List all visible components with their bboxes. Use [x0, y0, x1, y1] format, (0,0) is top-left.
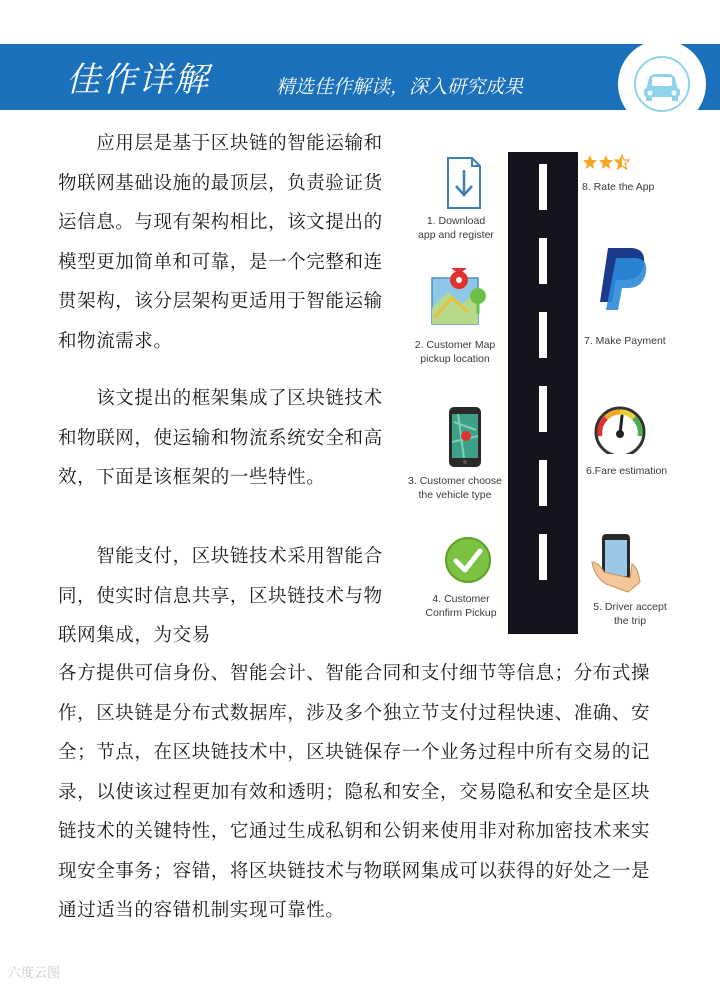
step-label: 4. Customer Confirm Pickup [425, 593, 497, 619]
stars-icon [582, 154, 630, 172]
paragraph-framework: 该文提出的框架集成了区块链技术和物联网，使运输和物流系统安全和高效，下面是该框架的一些特性。 [58, 388, 383, 488]
road-dash [539, 238, 547, 284]
step-label: 1. Download app and register [418, 215, 494, 241]
step-label: 8. Rate the App [582, 181, 655, 193]
badge [618, 40, 706, 128]
road-dash [539, 460, 547, 506]
road-dash [539, 534, 547, 580]
phone-map-icon [448, 406, 482, 468]
paragraph-features: 各方提供可信身份、智能会计、智能合同和支付细节等信息；分布式操作，区块链是分布式数据库，涉及多个独立节支付过程快速、准确、安全；节点，在区块链技术中，区块链保存一个业务过程中所有交易的记录，以使该过程更加有效和透明；隐私和安全，交易隐私和安全是区块链技术的关键特性，它通过生成私钥和公钥来使用非对称加密技术来实现安全事务；容错，将区块链技术与物联网集成可以获得的好处之一是通过适当的容错机制实现可靠性。 [58, 663, 651, 921]
step-label: 3. Customer choose the vehicle type [408, 475, 502, 501]
step-label: 7. Make Payment [584, 335, 666, 347]
check-icon [444, 536, 492, 584]
car-icon [632, 56, 692, 112]
gauge-icon [592, 404, 648, 454]
paypal-icon [596, 246, 648, 312]
paragraph-smart-payment: 智能支付，区块链技术采用智能合同，使实时信息共享，区块链技术与物联网集成，为交易 [58, 546, 383, 646]
step-label: 5. Driver accept the trip [593, 601, 667, 627]
process-figure [400, 150, 678, 636]
road [508, 152, 578, 634]
step-label: 2. Customer Map pickup location [414, 339, 496, 365]
road-dash [539, 312, 547, 358]
road-dash [539, 386, 547, 432]
watermark: 六度云图 [8, 965, 61, 980]
road-dash [539, 164, 547, 210]
section-title: 佳作详解 [66, 60, 210, 100]
paragraph-application-layer: 应用层是基于区块链的智能运输和物联网基础设施的最顶层，负责验证货运信息。与现有架构相比，该文提出的模型更加简单和可靠，是一个完整和连贯架构，该分层架构更适用于智能运输和物流需求。 [58, 133, 383, 352]
hand-phone-icon [588, 532, 646, 596]
download-icon [444, 156, 484, 210]
section-subtitle: 精选佳作解读，深入研究成果 [276, 76, 524, 98]
map-pin-icon [428, 268, 492, 328]
step-label: 6.Fare estimation [586, 465, 668, 477]
